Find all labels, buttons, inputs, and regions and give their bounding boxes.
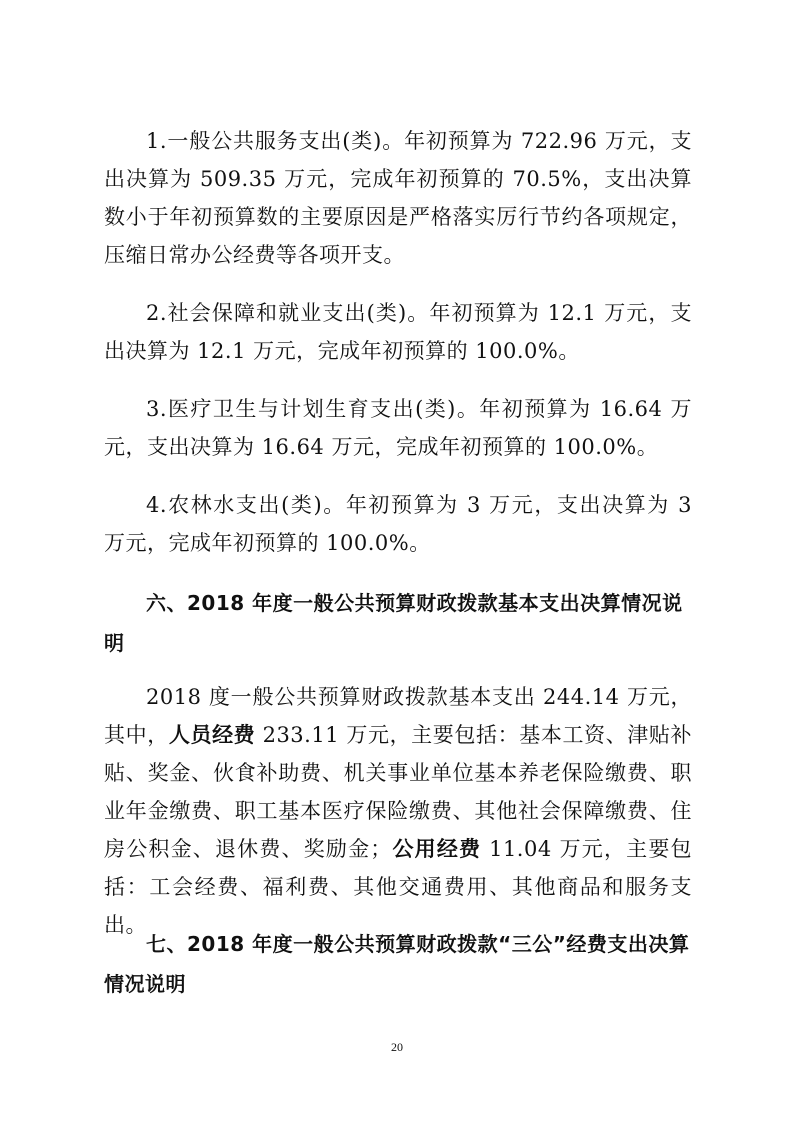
paragraph-agriculture: 4.农林水支出(类)。年初预算为 3 万元，支出决算为 3 万元，完成年初预算的 100.0%。 <box>104 493 692 555</box>
paragraph-general-public-services: 1.一般公共服务支出(类)。年初预算为 722.96 万元，支出决算为 509.35 万元，完成年初预算的 70.5%，支出决算数小于年初预算数的主要原因是严格落实厉行节约各项规定，压缩日常办公经费等各项开支。 <box>104 129 692 267</box>
paragraph-social-security: 2.社会保障和就业支出(类)。年初预算为 12.1 万元，支出决算为 12.1 万元，完成年初预算的 100.0%。 <box>104 301 692 363</box>
section-6-intro: 2018 度一般公共预算财政拨款基本支出 244.14 万元，其中， <box>104 685 692 747</box>
personnel-expenses-text: 233.11 万元，主要包括：基本工资、津贴补贴、奖金、伙食补助费、机关事业单位基本养老保险缴费、职业年金缴费、职工基本医疗保险缴费、其他社会保障缴费、住房公积金、退休费、奖励金； <box>104 723 693 861</box>
section-6-heading: 六、2018 年度一般公共预算财政拨款基本支出决算情况说明 <box>104 591 683 655</box>
public-expenses-text: 11.04 万元，主要包括：工会经费、福利费、其他交通费用、其他商品和服务支出。 <box>104 837 693 937</box>
section-6-body <box>104 678 692 944</box>
paragraph-healthcare: 3.医疗卫生与计划生育支出(类)。年初预算为 16.64 万元，支出决算为 16.64 万元，完成年初预算的 100.0%。 <box>104 397 692 459</box>
section-7-heading: 七、2018 年度一般公共预算财政拨款“三公”经费支出决算情况说明 <box>104 932 690 996</box>
personnel-expenses-label: 人员经费 <box>168 723 256 747</box>
public-expenses-label: 公用经费 <box>391 837 482 861</box>
page-number: 20 <box>391 1040 403 1054</box>
